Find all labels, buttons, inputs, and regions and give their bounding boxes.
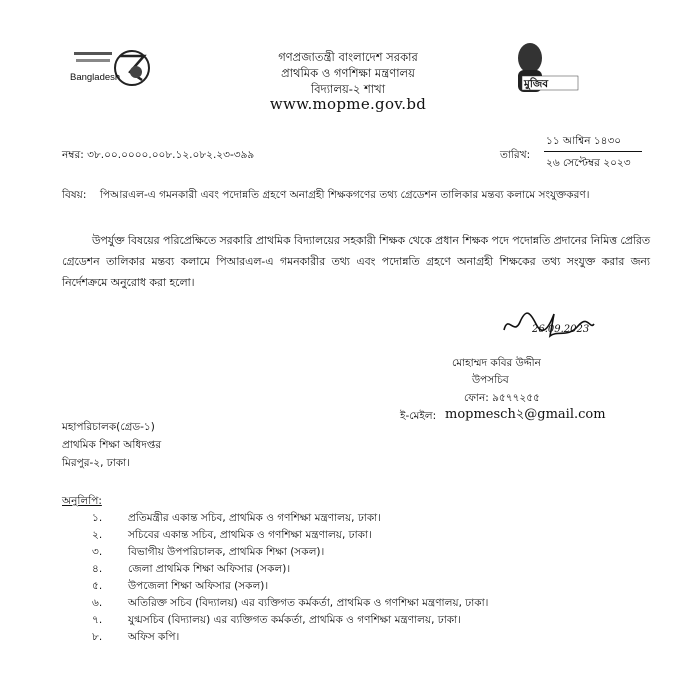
- list-item: ৭. যুগ্মসচিব (বিদ্যালয়) এর ব্যক্তিগত কর্মকর্তা, প্রাথমিক ও গণশিক্ষা মন্ত্রণালয়, ঢাকা।: [92, 614, 461, 626]
- signatory-email-link[interactable]: mopmesch২@gmail.com: [445, 407, 606, 422]
- header-ministry-line1: গণপ্রজাতন্ত্রী বাংলাদেশ সরকার: [278, 50, 418, 64]
- date-english: ২৬ সেপ্টেম্বর ২০২৩: [546, 157, 631, 169]
- list-item: ৮. অফিস কপি।: [92, 631, 180, 643]
- list-item: ১. প্রতিমন্ত্রীর একান্ত সচিব, প্রাথমিক ও গণশিক্ষা মন্ত্রণালয়, ঢাকা।: [92, 512, 381, 524]
- subject-text: পিআরএল-এ গমনকারী এবং পদোন্নতি গ্রহণে অনাগ্রহী শিক্ষকগণের তথ্য গ্রেডেশন তালিকার মন্তব্য কলামে সংযুক্তকরণ।: [100, 189, 590, 201]
- recipient-line1: মহাপরিচালক(গ্রেড-১): [62, 421, 155, 433]
- list-item: ৬. অতিরিক্ত সচিব (বিদ্যালয়) এর ব্যক্তিগত কর্মকর্তা, প্রাথমিক ও গণশিক্ষা মন্ত্রণালয়, ঢাকা।: [92, 597, 489, 609]
- subject-label: বিষয়:: [62, 189, 87, 201]
- list-item: ২. সচিবের একান্ত সচিব, প্রাথমিক ও গণশিক্ষা মন্ত্রণালয়, ঢাকা।: [92, 529, 372, 541]
- list-item: ৪. জেলা প্রাথমিক শিক্ষা অফিসার (সকল)।: [92, 563, 291, 575]
- header-section: বিদ্যালয়-২ শাখা: [310, 82, 386, 96]
- signature-date: 26.09.2023: [532, 324, 590, 335]
- header-website-link[interactable]: www.mopme.gov.bd: [269, 95, 427, 113]
- signatory-designation: উপসচিব: [472, 374, 509, 386]
- portrait-image: [508, 38, 580, 100]
- copy-list-heading: অনুলিপি:: [62, 495, 102, 507]
- memo-number: নম্বর: ৩৮.০০.০০০০.০০৮.১২.০৮২.২৩-৩৯৯: [62, 149, 255, 161]
- signature: [498, 300, 598, 342]
- portrait-caption: মুজিব: [524, 78, 549, 90]
- signatory-phone: ফোন: ৯৫৭৭২৫৫: [464, 392, 540, 404]
- date-label: তারিখ:: [500, 149, 531, 161]
- header-ministry-line2: প্রাথমিক ও গণশিক্ষা মন্ত্রণালয়: [281, 66, 415, 80]
- recipient-line3: মিরপুর-২, ঢাকা।: [62, 457, 130, 469]
- date-divider: [544, 151, 642, 152]
- date-bangla: ১১ আশ্বিন ১৪৩০: [546, 135, 622, 147]
- signature-scribble-icon: [498, 300, 598, 342]
- logo-label: Bangladesh: [70, 72, 121, 83]
- signatory-name: মোহাম্মদ কবির উদ্দীন: [452, 357, 541, 369]
- list-item: ৫. উপজেলা শিক্ষা অফিসার (সকল)।: [92, 580, 269, 592]
- body-paragraph: উপর্যুক্ত বিষয়ের পরিপ্রেক্ষিতে সরকারি প্রাথমিক বিদ্যালয়ের সহকারী শিক্ষক থেকে প্রধান শিক্ষক পদে পদোন্নতি প্রদানের নিমিত্ত প্রেরিত গ্রেডেশন তালিকার মন্তব্য কলামে পিআরএল-এ গমনকারীর তথ্য এবং পদোন্নতি গ্রহণে অনাগ্রহী শিক্ষকের তথ্য সংযুক্ত করার জন্য নির্দেশক্রমে অনুরোধ করা হলো।: [62, 234, 650, 289]
- email-label: ই-মেইল:: [400, 410, 437, 422]
- recipient-line2: প্রাথমিক শিক্ষা অধিদপ্তর: [62, 439, 162, 451]
- copy-list: [88, 510, 648, 646]
- list-item: ৩. বিভাগীয় উপপরিচালক, প্রাথমিক শিক্ষা (সকল)।: [92, 546, 325, 558]
